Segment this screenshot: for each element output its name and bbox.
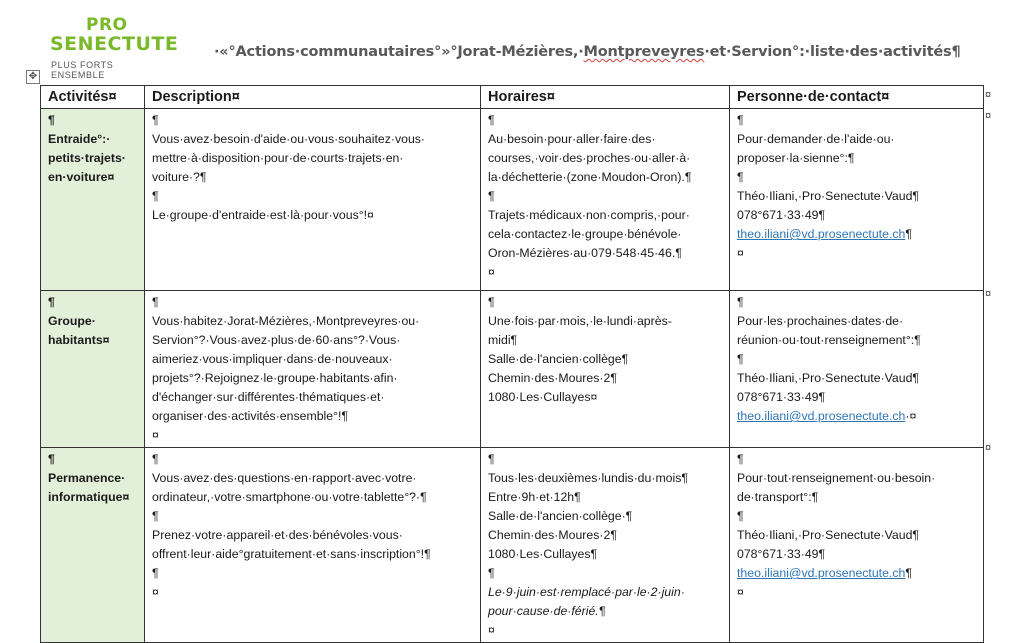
description-cell [145,109,481,291]
table-row [41,448,984,643]
email-link[interactable]: theo.iliani@vd.prosenectute.ch [737,566,906,580]
text-line: d'échanger·sur·différentes·thématiques·et· [152,390,385,404]
text-line: Une·fois·par·mois,·le·lundi·après- [488,314,672,328]
text-line: ¶ [152,452,159,466]
text-line: Salle·de·l'ancien·collège¶ [488,352,629,366]
text-line: Pour·demander·de·l'aide·ou· [737,132,895,146]
text-line: proposer·la·sienne°:¶ [737,151,855,165]
horaires-cell [481,291,730,448]
header-activites: Activités¤ [41,86,145,109]
text-line: réunion·ou·tout·renseignement°:¶ [737,333,921,347]
text-line: Entraide°:· [48,132,111,146]
text-line: ¶ [737,452,744,466]
email-line [737,407,977,426]
text-line: Prenez·votre·appareil·et·des·bénévoles·vous· [152,528,403,542]
email-line [737,564,977,583]
horaires-cell [481,109,730,291]
text-line: Vous·avez·des·questions·en·rapport·avec·votre· [152,471,417,485]
text-line: Groupe· [48,314,96,328]
text-line: Pour·les·prochaines·dates·de· [737,314,904,328]
text-line: informatique¤ [48,490,130,504]
email-link[interactable]: theo.iliani@vd.prosenectute.ch [737,227,906,241]
text-line: Chemin·des·Moures·2¶ [488,371,617,385]
text-line: ¶ [48,113,55,127]
text-line: mettre·à·disposition·pour·de·courts·trajets·en· [152,151,404,165]
table-row [41,109,984,291]
text-line: 1080·Les·Cullayes¤ [488,390,598,404]
text-line: 1080·Les·Cullayes¶ [488,547,598,561]
text-line: ¤ [152,428,159,442]
text-line: Trajets·médicaux·non·compris,·pour· [488,208,690,222]
text-line: ¶ [488,189,495,203]
text-line: Vous·habitez·Jorat-Mézières,·Montpreveyres·ou· [152,314,420,328]
text-line: Pour·tout·renseignement·ou·besoin· [737,471,936,485]
text-line: Le·groupe·d'entraide·est·là·pour·vous°!¤ [152,208,374,222]
text-line: cela·contactez·le·groupe·bénévole· [488,227,682,241]
text-line: ¤ [737,246,744,260]
table-header-row [41,86,984,109]
text-line: voiture·?¶ [152,170,207,184]
text-line: midi¶ [488,333,518,347]
text-line: de·transport°:¶ [737,490,819,504]
text-line: organiser·des·activités·ensemble°!¶ [152,409,349,423]
text-line-italic: Le·9·juin·est·remplacé·par·le·2·juin· [488,585,685,599]
activity-cell [41,109,145,291]
text-line: Oron-Mézières·au·079·548·45·46.¶ [488,246,682,260]
header-description: Description¤ [145,86,481,109]
logo-line-pro: PRO [86,15,128,35]
activity-cell [41,448,145,643]
text-line: ¶ [152,295,159,309]
text-mark: ¶ [905,227,912,241]
row-end-mark: ¤ [985,288,992,300]
contact-cell [730,448,984,643]
text-line: projets°?·Rejoignez·le·groupe·habitants·afin· [152,371,398,385]
text-line: aimeriez·vous·impliquer·dans·de·nouveaux· [152,352,393,366]
logo-tagline: PLUS FORTS ENSEMBLE [51,60,114,80]
text-line: ¶ [737,170,744,184]
contact-cell [730,291,984,448]
text-line: ¶ [488,452,495,466]
title-part-1: ·«°Actions·communautaires°»°Jorat-Mézières,· [214,44,584,60]
text-line: la·déchetterie·(zone·Moudon-Oron).¶ [488,170,692,184]
horaires-cell [481,448,730,643]
text-line: Théo·Iliani,·Pro·Senectute·Vaud¶ [737,528,920,542]
text-mark: ·¤ [905,409,917,423]
text-mark: ¶ [905,566,912,580]
text-line: Servion°?·Vous·avez·plus·de·60·ans°?·Vous· [152,333,401,347]
text-line: Chemin·des·Moures·2¶ [488,528,617,542]
row-end-mark: ¤ [985,89,992,101]
text-line-italic: pour·cause·de·férié.¶ [488,604,606,618]
text-line: habitants¤ [48,333,110,347]
text-line: ¶ [737,295,744,309]
text-line: ¶ [488,295,495,309]
header-horaires: Horaires¤ [481,86,730,109]
activity-cell [41,291,145,448]
text-line: Entre·9h·et·12h¶ [488,490,581,504]
text-line: en·voiture¤ [48,170,115,184]
move-cross-icon[interactable]: ✥ [26,70,40,84]
text-line: petits·trajets· [48,151,126,165]
text-line: ¶ [737,113,744,127]
text-line: ¶ [488,566,495,580]
text-line: ¤ [488,623,495,637]
text-line: ¶ [152,113,159,127]
text-line: 078°671·33·49¶ [737,547,826,561]
text-line: Théo·Iliani,·Pro·Senectute·Vaud¶ [737,371,920,385]
pro-senectute-logo [50,15,179,80]
document-title [214,44,961,60]
text-line: Théo·Iliani,·Pro·Senectute·Vaud¶ [737,189,920,203]
text-line: ¶ [48,295,55,309]
text-line: Permanence· [48,471,126,485]
description-cell [145,448,481,643]
text-line: ¶ [152,509,159,523]
text-line: ¤ [737,585,744,599]
row-end-mark: ¤ [985,110,992,122]
header-contact: Personne·de·contact¤ [730,86,984,109]
text-line: Salle·de·l'ancien·collège·¶ [488,509,633,523]
text-line: 078°671·33·49¶ [737,208,826,222]
title-part-2: Montpreveyres [583,44,705,60]
text-line: offrent·leur·aide°gratuitement·et·sans·inscription°!¶ [152,547,431,561]
logo-line-senectute: SENECTUTE [50,33,179,55]
text-line: ¶ [152,189,159,203]
text-line: 078°671·33·49¶ [737,390,826,404]
text-line: Vous·avez·besoin·d'aide·ou·vous·souhaitez·vous· [152,132,426,146]
text-line: ¤ [152,585,159,599]
text-line: Tous·les·deuxièmes·lundis·du·mois¶ [488,471,689,485]
text-line: Au·besoin·pour·aller·faire·des· [488,132,656,146]
text-line: ¶ [488,113,495,127]
email-link[interactable]: theo.iliani@vd.prosenectute.ch [737,409,906,423]
row-end-mark: ¤ [985,442,992,454]
description-cell [145,291,481,448]
text-line: ¤ [488,265,495,279]
text-line: ¶ [737,352,744,366]
email-line [737,225,977,244]
table-row [41,291,984,448]
contact-cell [730,109,984,291]
text-line: courses,·voir·des·proches·ou·aller·à· [488,151,691,165]
title-part-3: ·et·Servion°:·liste·des·activités¶ [704,44,961,60]
text-line: ¶ [152,566,159,580]
text-line: ¶ [737,509,744,523]
activities-table [40,85,984,643]
text-line: ordinateur,·votre·smartphone·ou·votre·tablette°?·¶ [152,490,427,504]
text-line: ¶ [48,452,55,466]
